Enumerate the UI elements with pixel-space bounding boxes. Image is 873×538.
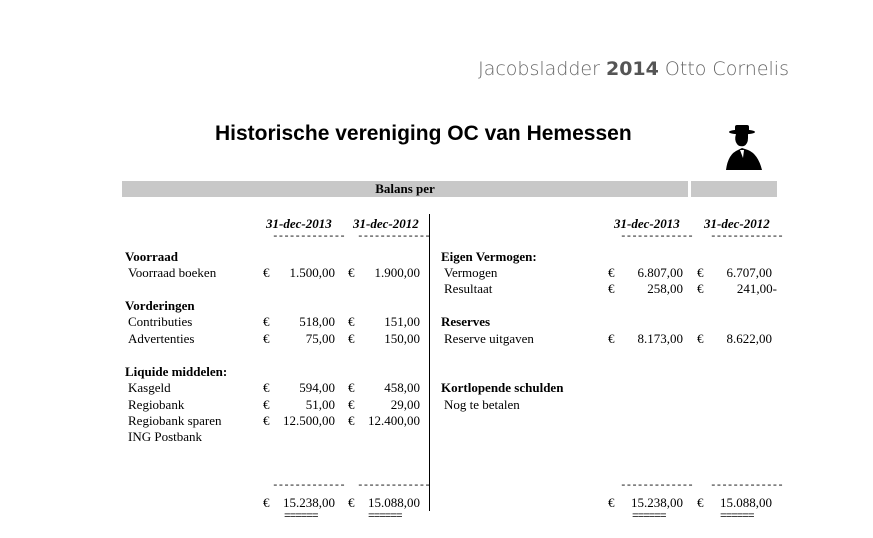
value-2013: 518,00 <box>299 314 335 329</box>
row-label: Nog te betalen <box>444 397 520 412</box>
header-year: 2014 <box>605 58 659 80</box>
left-dashes-2013: ------------- <box>272 231 345 243</box>
value-2012: 6.707,00 <box>726 265 772 280</box>
left-total-2012: 15.088,00 <box>368 495 420 510</box>
value-2013: 51,00 <box>305 397 335 412</box>
euro-sign: € <box>697 281 704 296</box>
right-double-line-2013: ====== <box>632 511 666 523</box>
euro-sign: € <box>348 314 355 329</box>
euro-sign: € <box>608 281 615 296</box>
heading-liquide: Liquide middelen: <box>125 364 228 379</box>
heading-voorraad: Voorraad <box>125 249 178 264</box>
balans-title: Balans per <box>375 181 435 196</box>
row-label: Resultaat <box>444 281 493 296</box>
value-2012: 29,00 <box>390 397 420 412</box>
heading-reserves: Reserves <box>441 314 491 329</box>
balans-bar-right <box>691 181 777 197</box>
euro-sign: € <box>348 413 355 428</box>
euro-sign: € <box>697 265 704 280</box>
silhouette-logo-icon <box>722 124 764 170</box>
value-2012: 8.622,00 <box>726 331 772 346</box>
euro-sign: € <box>348 265 355 280</box>
value-2013: 12.500,00 <box>283 413 335 428</box>
right-total-dashes-2013: ------------- <box>620 480 693 492</box>
heading-eigen-vermogen: Eigen Vermogen: <box>441 249 537 264</box>
euro-sign: € <box>263 413 270 428</box>
right-date-2013: 31-dec-2013 <box>614 216 680 231</box>
left-double-line-2012: ====== <box>368 511 402 523</box>
left-date-2013: 31-dec-2013 <box>266 216 332 231</box>
left-total-dashes-2012: ------------- <box>357 480 430 492</box>
right-total-2012: 15.088,00 <box>720 495 772 510</box>
right-total-dashes-2012: ------------- <box>710 480 783 492</box>
value-2012: 12.400,00 <box>368 413 420 428</box>
heading-vorderingen: Vorderingen <box>125 298 195 313</box>
value-2013: 8.173,00 <box>637 331 683 346</box>
left-total-2013: 15.238,00 <box>283 495 335 510</box>
value-2013: 258,00 <box>647 281 683 296</box>
row-label: Contributies <box>128 314 193 329</box>
header-author: Otto Cornelis <box>658 58 789 80</box>
euro-sign: € <box>263 265 270 280</box>
euro-sign: € <box>608 265 615 280</box>
row-label: Regiobank <box>128 397 185 412</box>
row-label: Voorraad boeken <box>128 265 217 280</box>
value-2013: 6.807,00 <box>637 265 683 280</box>
page-title: Historische vereniging OC van Hemessen <box>215 122 632 145</box>
euro-sign: € <box>697 331 704 346</box>
value-2013: 1.500,00 <box>289 265 335 280</box>
euro-sign: € <box>348 397 355 412</box>
heading-kortlopende: Kortlopende schulden <box>441 380 564 395</box>
row-label: ING Postbank <box>128 429 203 444</box>
euro-sign: € <box>263 331 270 346</box>
value-2013: 594,00 <box>299 380 335 395</box>
value-2012: 1.900,00 <box>374 265 420 280</box>
euro-sign: € <box>608 495 615 510</box>
right-dashes-2012: ------------- <box>710 231 783 243</box>
right-double-line-2012: ====== <box>720 511 754 523</box>
left-date-2012: 31-dec-2012 <box>353 216 419 231</box>
right-date-2012: 31-dec-2012 <box>704 216 770 231</box>
left-dashes-2012: ------------- <box>357 231 430 243</box>
row-label: Regiobank sparen <box>128 413 222 428</box>
row-label: Vermogen <box>444 265 498 280</box>
euro-sign: € <box>263 314 270 329</box>
right-total-2013: 15.238,00 <box>631 495 683 510</box>
euro-sign: € <box>348 331 355 346</box>
value-2012: 241,00- <box>736 281 777 296</box>
header-text: Jacobsladder <box>478 58 606 80</box>
euro-sign: € <box>263 397 270 412</box>
value-2012: 458,00 <box>384 380 420 395</box>
euro-sign: € <box>697 495 704 510</box>
value-2012: 151,00 <box>384 314 420 329</box>
left-double-line-2013: ====== <box>284 511 318 523</box>
euro-sign: € <box>608 331 615 346</box>
row-label: Kasgeld <box>128 380 171 395</box>
column-divider <box>429 214 431 511</box>
row-label: Reserve uitgaven <box>444 331 534 346</box>
euro-sign: € <box>263 495 270 510</box>
left-total-dashes-2013: ------------- <box>272 480 345 492</box>
value-2012: 150,00 <box>384 331 420 346</box>
document-header <box>478 58 789 80</box>
row-label: Advertenties <box>128 331 195 346</box>
euro-sign: € <box>263 380 270 395</box>
right-dashes-2013: ------------- <box>620 231 693 243</box>
euro-sign: € <box>348 495 355 510</box>
value-2013: 75,00 <box>305 331 335 346</box>
euro-sign: € <box>348 380 355 395</box>
